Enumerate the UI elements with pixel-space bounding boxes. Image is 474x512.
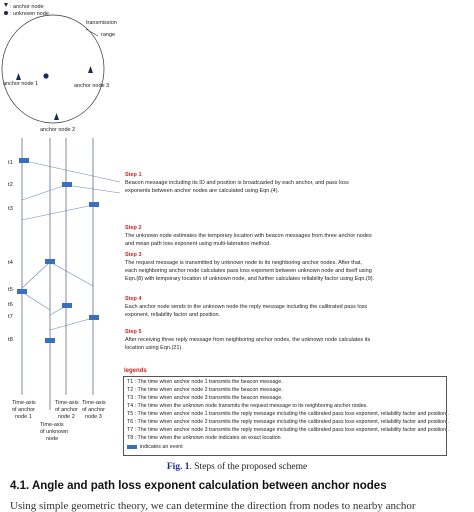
axis-label-a2-1: Time-axis	[55, 400, 79, 406]
legend-item: T3 : The time when anchor node 3 transmits the beacon message.	[127, 395, 283, 401]
step-5-line: After receiving three reply message from neighboring anchor nodes, the unknown node calculates its	[125, 337, 371, 343]
transmission-range-label-2: range	[101, 32, 116, 38]
axis-label-a2-2: of anchor	[55, 407, 78, 413]
event-box-t1	[19, 158, 29, 163]
axis-label-a1-1: Time-axis	[12, 400, 36, 406]
arrow-t5-reply	[22, 292, 50, 310]
legend-event-row	[127, 444, 183, 450]
legend-item: T2 : The time when anchor node 2 transmits the beacon message.	[127, 387, 283, 393]
legend-unknown-label: : unknown node	[10, 11, 49, 17]
legend-anchor-label: : anchor node	[10, 4, 44, 10]
axis-label-a3-2: of anchor	[82, 407, 105, 413]
legends-title: legends	[124, 368, 147, 374]
anchor-node-2-label: anchor node 2	[40, 127, 76, 133]
axis-label-un-1: Time-axis	[40, 422, 64, 428]
step-5-title: Step 5	[125, 329, 142, 335]
arrow-t7-reply	[50, 318, 93, 330]
axis-label-a3-3: node 3	[85, 414, 102, 420]
time-label-t4: t4	[8, 260, 13, 266]
time-labels	[8, 160, 14, 343]
legend-item: T4 : The time when the unknown node transmits the request message to its neighboring anchor nodes.	[127, 403, 368, 409]
event-box-t7	[89, 315, 99, 320]
legend-item: T8 : The time when the unknown node indicates an exact location	[127, 435, 281, 441]
axis-label-a1-2: of anchor	[12, 407, 35, 413]
event-box-t8	[45, 338, 55, 343]
event-boxes	[17, 158, 99, 343]
arrow-t4-request-a1	[22, 262, 50, 288]
step-5-line: location using Eqn.(21).	[125, 345, 183, 351]
step-4-line: exponent, reliability factor and position.	[125, 312, 221, 318]
legend-item: T1 : The time when anchor node 1 transmits the beacon message.	[127, 379, 283, 385]
legend-circle-icon	[4, 11, 8, 15]
legend-item: T5 : The time when anchor node 1 transmits the reply message including the calibrated pass loss exponent, reliability factor and position .	[127, 411, 450, 417]
anchor-node-1-icon	[16, 73, 21, 80]
range-pointer-line	[86, 29, 98, 36]
axis-label-un-3: node	[46, 436, 59, 442]
unknown-node-icon	[43, 73, 48, 78]
axis-label-a2-3: node 2	[58, 414, 75, 420]
step-2-title: Step 2	[125, 225, 142, 231]
step-3-line: The request message is transmitted by unknown node to its neighboring anchor nodes. After that,	[125, 260, 362, 266]
axis-labels	[12, 400, 106, 442]
arrow-t4-request-a3	[50, 262, 93, 286]
arrow-t3-to-anchor1	[22, 205, 93, 220]
transmission-range-label-1: transmission	[86, 20, 117, 26]
step-1-line: Beacon message including its ID and position is broadcasted by each anchor, and pass loss	[125, 180, 349, 186]
step-2-line: The unknown node estimates the temporary location with beacon messages from three anchor nodes	[125, 233, 372, 239]
event-box-t5	[17, 289, 27, 294]
event-box-t6	[62, 303, 72, 308]
time-label-t5: t5	[8, 287, 13, 293]
legend-triangle-icon	[4, 3, 8, 7]
legend-item: T7 : The time when anchor node 3 transmits the reply message including the calibrated pass loss exponent, reliability factor and position .	[127, 427, 450, 433]
step-4-line: Each anchor node sends to the unknown node the reply message including the calibrated pass loss	[125, 304, 368, 310]
arrow-t1-beacon	[25, 161, 120, 182]
figure-caption-text: . Steps of the proposed scheme	[189, 462, 308, 472]
event-box-t4	[45, 259, 55, 264]
legend-box	[123, 376, 450, 456]
step-3-line: each neighboring anchor node calculates pass loss exponent between unknown node and itself using	[125, 268, 372, 274]
steps-panel	[125, 172, 375, 351]
step-3-title: Step 3	[125, 252, 142, 258]
figure-caption-label: Fig. 1	[166, 462, 190, 472]
anchor-node-3-icon	[88, 66, 93, 73]
anchor-node-3-label: anchor node 3	[74, 83, 110, 89]
event-box-icon	[127, 445, 137, 449]
arrow-t2-to-anchor1	[22, 185, 66, 200]
time-axes	[22, 138, 93, 410]
time-label-t6: t6	[8, 302, 13, 308]
section-heading: 4.1. Angle and path loss exponent calculation between anchor nodes	[10, 480, 387, 492]
legend-item: T6 : The time when anchor node 2 transmits the reply message including the calibrated pass loss exponent, reliability factor and position .	[127, 419, 450, 425]
time-label-t3: t3	[8, 206, 13, 212]
time-label-t1: t1	[8, 160, 13, 166]
body-text: Using simple geometric theory, we can determine the direction from nodes to nearby anchor	[10, 500, 416, 512]
axis-label-a1-3: node 1	[15, 414, 32, 420]
time-label-t7: t7	[8, 314, 13, 320]
legend-event-label: indicates an event	[140, 444, 183, 450]
axis-label-un-2: of unknown	[40, 429, 69, 435]
figure-caption	[0, 462, 474, 472]
event-box-t3	[89, 202, 99, 207]
step-3-line: Eqn.(8) with temporary location of unknown node, and further calculates reliability factor using Eqn.(9).	[125, 276, 375, 282]
time-label-t8: t8	[8, 337, 13, 343]
network-diagram	[2, 3, 117, 133]
anchor-node-1-label: anchor node 1	[3, 81, 39, 87]
transmission-range-circle	[2, 15, 104, 123]
event-box-t2	[62, 182, 72, 187]
step-4-title: Step 4	[125, 296, 142, 302]
time-label-t2: t2	[8, 182, 13, 188]
anchor-node-2-icon	[54, 113, 59, 120]
axis-label-a3-1: Time-axis	[82, 400, 106, 406]
step-2-line: and mean path loss exponent using multi-lateration method.	[125, 241, 271, 247]
step-1-title: Step 1	[125, 172, 142, 178]
step-1-line: exponents between anchor nodes are calculated using Eqn.(4).	[125, 188, 280, 194]
